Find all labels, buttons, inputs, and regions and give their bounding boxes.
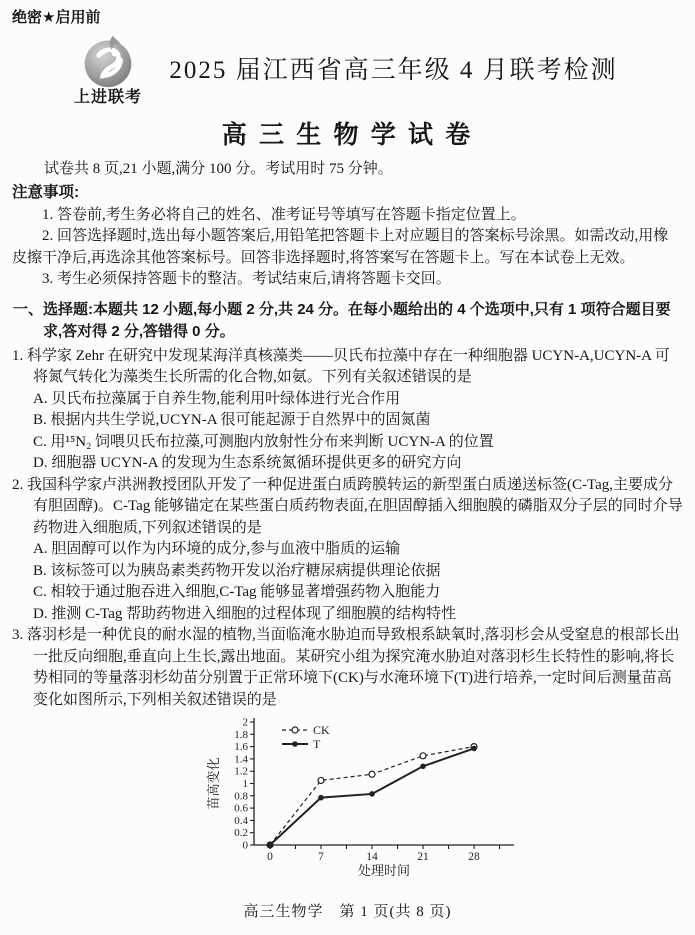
question-1-option-c: C. 用¹⁵N₂ 饲喂贝氏布拉藻,可测胞内放射性分布来判断 UCYN-A 的位置 (33, 433, 494, 450)
question-1-option-b: B. 根据内共生学说,UCYN-A 很可能起源于自然界中的固氮菌 (33, 412, 431, 428)
question-2-option-d: D. 推测 C-Tag 帮助药物进入细胞的过程体现了细胞膜的结构特性 (33, 605, 457, 622)
question-2-option-a: A. 胆固醇可以作为内环境的成分,参与血液中脂质的运输 (33, 541, 401, 557)
svg-text:1: 1 (242, 778, 248, 790)
question-2-text: 我国科学家卢洪洲教授团队开发了一种促进蛋白质跨膜转运的新型蛋白质递送标签(C-Tag,主要成分有胆固醇)。C-Tag 能够锚定在某些蛋白质药物表面,在胆固醇插入细胞膜的磷脂双分子层的同时介导药物进入细胞质,下列叙述错误的是 (27, 476, 683, 536)
svg-text:1.2: 1.2 (234, 765, 248, 778)
svg-text:0.8: 0.8 (234, 790, 248, 803)
exam-title: 2025 届江西省高三年级 4 月联考检测 (169, 57, 618, 84)
question-2-option-b: B. 该标签可以为胰岛素类药物开发以治疗糖尿病提供理论依据 (33, 562, 441, 579)
svg-text:14: 14 (366, 851, 378, 863)
paper-title: 高 三 生 物 学 试 卷 (221, 122, 474, 149)
exam-summary: 试卷共 8 页,21 小题,满分 100 分。考试用时 75 分钟。 (44, 160, 393, 177)
svg-text:0: 0 (267, 851, 273, 863)
seedling-height-chart (204, 714, 544, 882)
paper-header (12, 29, 683, 113)
page-footer: 高三生物学 第 1 页(共 8 页) (243, 903, 452, 920)
question-1-number: 1. (12, 347, 24, 364)
question-2-option-c: C. 相较于通过胞吞进入细胞,C-Tag 能够显著增强药物入胞能力 (33, 584, 441, 600)
svg-text:苗高变化: 苗高变化 (206, 757, 221, 810)
publisher-logo-icon (80, 33, 136, 89)
svg-text:0.4: 0.4 (234, 814, 248, 827)
svg-text:处理时间: 处理时间 (357, 863, 411, 878)
section-one-heading: 一、选择题:本题共 12 小题,每小题 2 分,共 24 分。在每小题给出的 4 个选项中,只有 1 项符合题目要求,答对得 2 分,答错得 0 分。 (13, 300, 671, 340)
svg-text:1.8: 1.8 (234, 728, 248, 741)
question-3 (12, 625, 683, 711)
svg-text:21: 21 (417, 851, 429, 863)
question-2 (12, 475, 683, 626)
seedling-height-chart-svg (204, 714, 544, 882)
svg-text:T: T (313, 737, 321, 751)
publisher-logo-name: 上进联考 (73, 89, 142, 107)
note-item-2: 2. 回答选择题时,选出每小题答案后,用铅笔把答题卡上对应题目的答案标号涂黑。如需改动,用橡皮擦干净后,再选涂其他答案标号。回答非选择题时,将答案写在答题卡上。写在本试卷上无效。 (12, 228, 669, 266)
question-1 (12, 346, 683, 475)
svg-text:2: 2 (242, 716, 248, 729)
svg-text:CK: CK (313, 723, 330, 737)
question-1-stem (12, 346, 683, 389)
note-item-1: 1. 答卷前,考生务必将自己的姓名、准考证号等填写在答题卡指定位置上。 (42, 206, 526, 223)
question-1-option-a: A. 贝氏布拉藻属于自养生物,能利用叶绿体进行光合作用 (33, 390, 401, 407)
publisher-logo (52, 33, 164, 109)
svg-text:1.6: 1.6 (234, 741, 248, 754)
note-item-3: 3. 考生必须保持答题卡的整洁。考试结束后,请将答题卡交回。 (42, 271, 451, 287)
question-1-text: 科学家 Zehr 在研究中发现某海洋真核藻类——贝氏布拉藻中存在一种细胞器 UCYN-A,UCYN-A 可将氮气转化为藻类生长所需的化合物,如氨。下列有关叙述错误的是 (27, 347, 670, 385)
svg-text:0.2: 0.2 (234, 827, 248, 840)
question-3-number: 3. (12, 627, 24, 643)
svg-text:28: 28 (468, 851, 480, 863)
question-3-stem (12, 625, 683, 711)
svg-text:7: 7 (318, 851, 324, 863)
classification-label: 绝密★启用前 (12, 9, 101, 26)
question-1-option-d: D. 细胞器 UCYN-A 的发现为生态系统氮循环提供更多的研究方向 (33, 455, 462, 471)
question-2-stem (12, 475, 683, 540)
svg-text:1.4: 1.4 (234, 753, 248, 766)
svg-text:0: 0 (242, 839, 248, 852)
notes-heading: 注意事项: (12, 184, 80, 201)
question-3-text: 落羽杉是一种优良的耐水湿的植物,当面临淹水胁迫而导致根系缺氧时,落羽杉会从受窒息的根部长出一批反向细胞,垂直向上生长,露出地面。某研究小组为探究淹水胁迫对落羽杉生长特性的影响,将长势相同的等量落羽杉幼苗分别置于正常环境下(CK)与水淹环境下(T)进行培养,一定时间后测量苗高变化如图所示,下列相关叙述错误的是 (27, 627, 680, 708)
question-2-number: 2. (12, 476, 24, 493)
svg-text:0.6: 0.6 (234, 802, 248, 815)
